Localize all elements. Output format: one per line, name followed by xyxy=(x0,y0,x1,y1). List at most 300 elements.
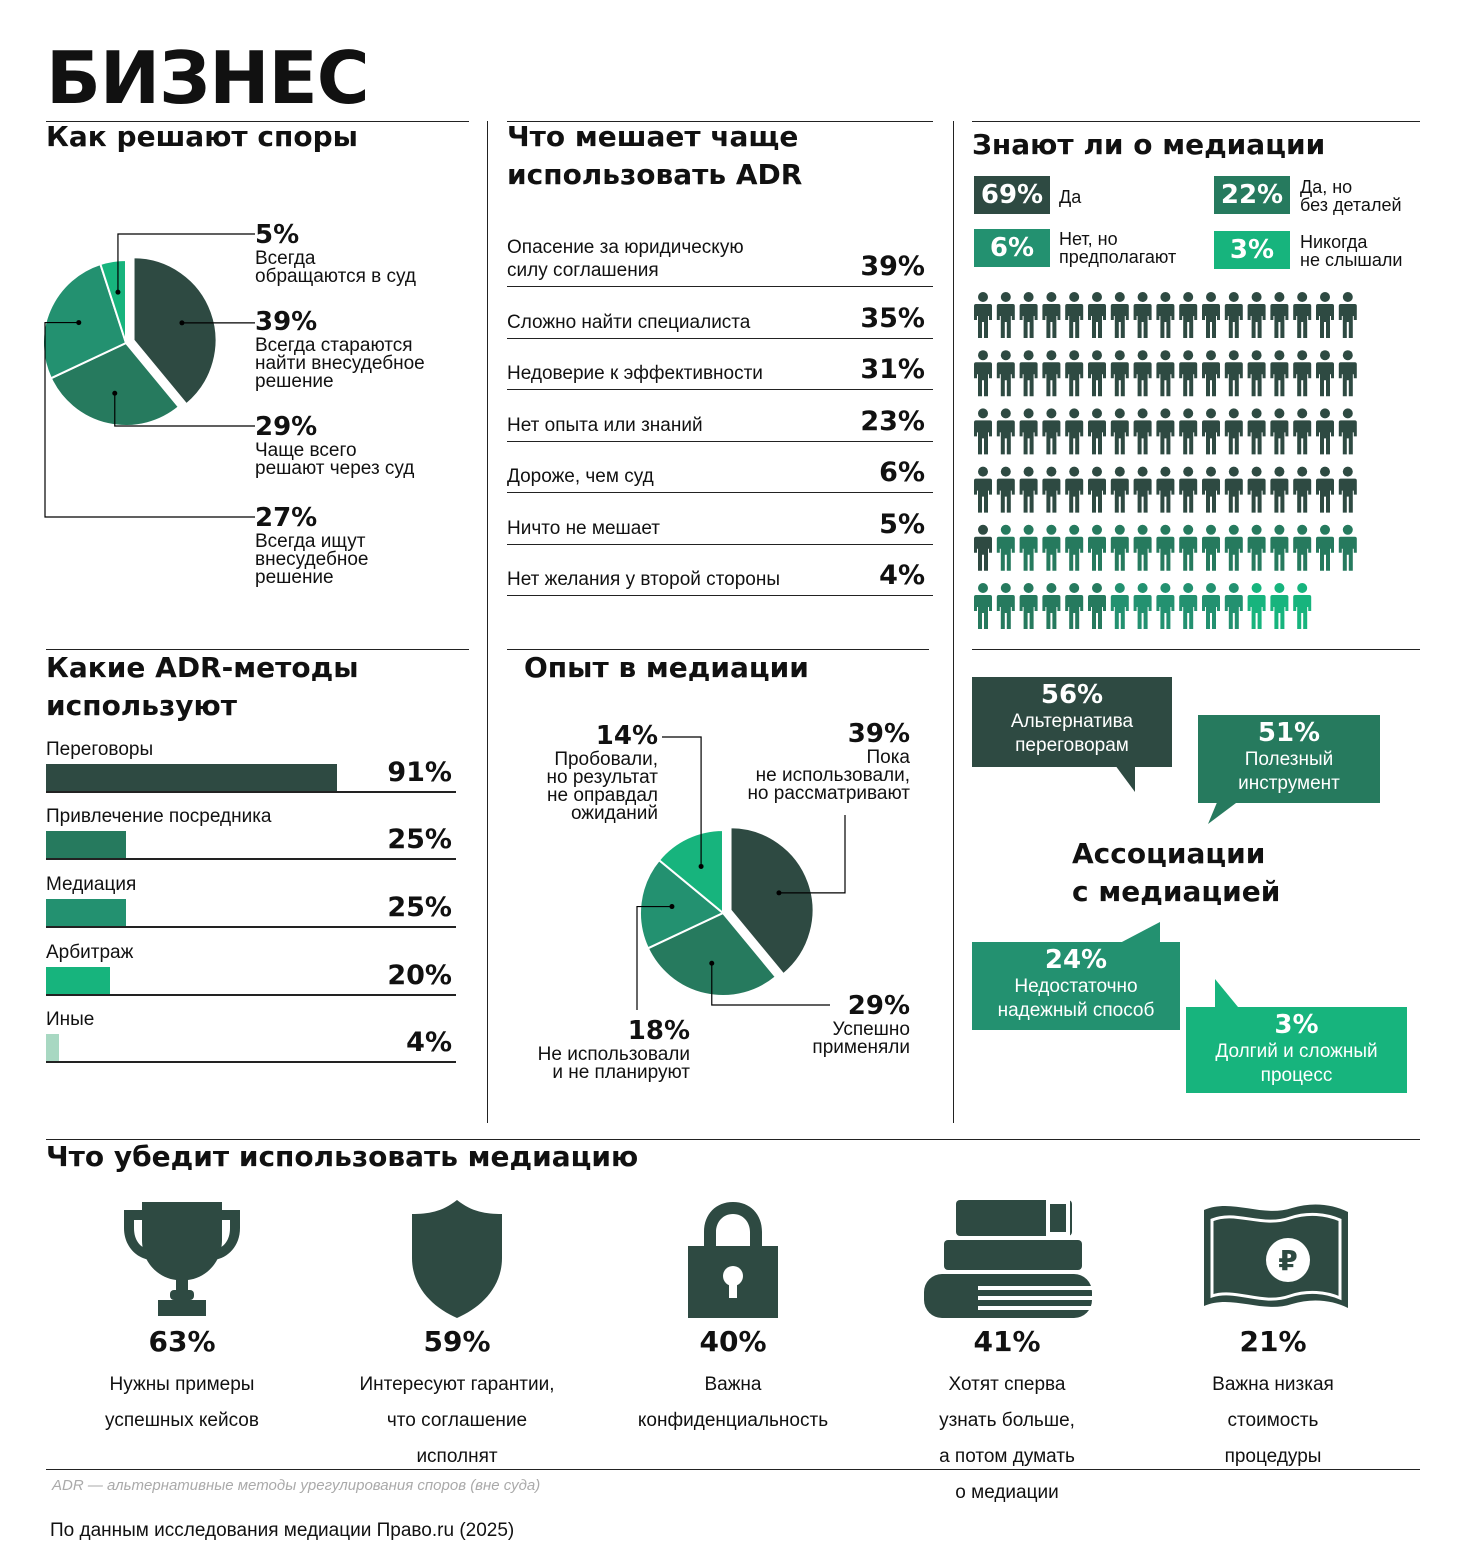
experience-text: применяли xyxy=(812,1037,910,1058)
person-icon xyxy=(1179,467,1197,513)
association-pct: 51% xyxy=(1257,718,1321,748)
obstacle-row xyxy=(507,390,933,442)
persuade-text: Хотят сперва xyxy=(948,1374,1066,1395)
disputes-label-0 xyxy=(255,220,416,286)
person-icon xyxy=(997,467,1015,513)
association-text: переговорам xyxy=(1015,735,1129,756)
person-body xyxy=(1065,304,1083,338)
disputes-text: Всегда ищут xyxy=(255,531,366,552)
person-icon xyxy=(1179,292,1197,338)
person-icon xyxy=(1339,525,1357,571)
person-head xyxy=(1183,525,1193,535)
person-head xyxy=(1001,525,1011,535)
person-head xyxy=(1206,408,1216,418)
association-pct: 3% xyxy=(1274,1010,1319,1040)
person-icon xyxy=(1202,408,1220,454)
know-label xyxy=(1300,233,1402,269)
disputes-label-3 xyxy=(255,503,368,587)
adr-value: 25% xyxy=(387,892,452,923)
persuade-text: исполнят xyxy=(416,1446,498,1467)
person-body xyxy=(1065,537,1083,571)
know-title: Знают ли о медиации xyxy=(972,128,1326,161)
obstacle-label xyxy=(507,517,837,540)
divider xyxy=(46,1469,1420,1470)
obstacle-label-line: Сложно найти специалиста xyxy=(507,312,751,333)
person-icon xyxy=(1088,583,1106,629)
person-body xyxy=(1202,420,1220,454)
person-body xyxy=(1339,362,1357,396)
person-head xyxy=(1206,292,1216,302)
adr-bar xyxy=(46,831,126,858)
obstacle-row xyxy=(507,441,933,493)
person-body xyxy=(1270,420,1288,454)
adr-bar xyxy=(46,1034,59,1061)
person-body xyxy=(1225,479,1243,513)
know-label-line: Да, но xyxy=(1300,177,1353,197)
person-head xyxy=(1206,525,1216,535)
disputes-text: Всегда стараются xyxy=(255,335,413,356)
persuade-pct: 40% xyxy=(699,1325,767,1358)
persuade-item xyxy=(603,1325,863,1430)
person-body xyxy=(1065,595,1083,629)
person-body xyxy=(974,420,992,454)
person-icon xyxy=(1111,525,1129,571)
person-icon xyxy=(1293,350,1311,396)
person-body xyxy=(1156,537,1174,571)
person-icon xyxy=(1134,292,1152,338)
person-body xyxy=(1111,304,1129,338)
person-body xyxy=(1293,362,1311,396)
person-icon xyxy=(1088,408,1106,454)
experience-text: Не использовали xyxy=(537,1044,690,1065)
persuade-text: Важна низкая xyxy=(1212,1374,1334,1395)
experience-label-1 xyxy=(740,991,910,1057)
disputes-text: Всегда xyxy=(255,248,316,269)
person-head xyxy=(1297,350,1307,360)
persuade-item xyxy=(877,1325,1137,1502)
obstacle-label xyxy=(507,465,837,488)
person-body xyxy=(1293,479,1311,513)
person-icon xyxy=(1179,525,1197,571)
obstacle-label xyxy=(507,236,837,282)
person-head xyxy=(1092,292,1102,302)
person-body xyxy=(1339,420,1357,454)
disputes-pct: 39% xyxy=(255,307,318,337)
person-head xyxy=(1229,408,1239,418)
person-head xyxy=(1046,467,1056,477)
person-body xyxy=(1065,420,1083,454)
page-title: БИЗНЕС xyxy=(46,36,369,120)
adr-title xyxy=(46,649,359,725)
person-body xyxy=(1088,304,1106,338)
person-head xyxy=(1229,525,1239,535)
person-icon xyxy=(1316,408,1334,454)
person-body xyxy=(1020,479,1038,513)
persuade-text: о медиации xyxy=(955,1482,1059,1503)
bubble-tail xyxy=(1208,800,1240,824)
person-head xyxy=(1252,583,1262,593)
adr-bar xyxy=(46,764,337,791)
person-head xyxy=(978,350,988,360)
adr-value: 20% xyxy=(387,960,452,991)
person-head xyxy=(1320,292,1330,302)
obstacle-label-line: Опасение за юридическую xyxy=(507,237,744,258)
person-body xyxy=(1225,362,1243,396)
know-pct-box: 3% xyxy=(1214,231,1290,269)
person-icon xyxy=(1042,467,1060,513)
person-icon xyxy=(1270,408,1288,454)
person-body xyxy=(997,537,1015,571)
person-head xyxy=(1001,583,1011,593)
person-icon xyxy=(1339,350,1357,396)
person-body xyxy=(1248,479,1266,513)
know-label-line: предполагают xyxy=(1059,247,1177,267)
experience-title: Опыт в медиации xyxy=(524,651,809,684)
obstacle-value: 4% xyxy=(879,560,925,591)
person-head xyxy=(1274,408,1284,418)
person-icon xyxy=(1248,525,1266,571)
know-label-line: Да xyxy=(1059,187,1082,207)
person-head xyxy=(1343,292,1353,302)
person-icon xyxy=(1156,525,1174,571)
adr-row xyxy=(46,739,456,807)
person-head xyxy=(1229,467,1239,477)
person-head xyxy=(1138,583,1148,593)
person-icon xyxy=(1156,583,1174,629)
person-head xyxy=(1001,350,1011,360)
person-head xyxy=(1001,408,1011,418)
person-head xyxy=(1274,525,1284,535)
person-icon xyxy=(1020,408,1038,454)
experience-text: не оправдал xyxy=(547,785,658,806)
person-head xyxy=(1092,350,1102,360)
disputes-pie-chart xyxy=(40,220,270,530)
person-head xyxy=(1320,467,1330,477)
person-head xyxy=(1092,467,1102,477)
person-icon xyxy=(1339,467,1357,513)
person-icon xyxy=(1270,583,1288,629)
person-body xyxy=(1270,537,1288,571)
experience-text: но результат xyxy=(546,767,658,788)
obstacle-value: 35% xyxy=(860,303,925,334)
person-body xyxy=(1248,420,1266,454)
person-head xyxy=(1024,583,1034,593)
persuade-item xyxy=(52,1325,312,1430)
person-body xyxy=(1111,537,1129,571)
person-body xyxy=(1316,537,1334,571)
experience-text: Успешно xyxy=(832,1019,910,1040)
person-head xyxy=(1160,583,1170,593)
association-text: процесс xyxy=(1260,1065,1333,1086)
person-head xyxy=(1274,350,1284,360)
person-head xyxy=(1320,525,1330,535)
disputes-pct: 5% xyxy=(255,220,300,250)
obstacle-row xyxy=(507,493,933,545)
disputes-label-2 xyxy=(255,412,414,478)
know-pct-box: 22% xyxy=(1214,176,1290,214)
person-body xyxy=(1134,362,1152,396)
person-head xyxy=(1252,408,1262,418)
obstacle-value: 5% xyxy=(879,509,925,540)
person-body xyxy=(1020,595,1038,629)
person-icon xyxy=(974,467,992,513)
divider xyxy=(487,121,488,1123)
person-head xyxy=(1069,292,1079,302)
person-body xyxy=(997,304,1015,338)
person-head xyxy=(1183,292,1193,302)
person-icon xyxy=(1134,525,1152,571)
person-icon xyxy=(974,408,992,454)
person-head xyxy=(1274,467,1284,477)
person-head xyxy=(1343,350,1353,360)
person-body xyxy=(1248,595,1266,629)
person-body xyxy=(1134,537,1152,571)
obstacle-label xyxy=(507,362,837,385)
person-body xyxy=(1202,537,1220,571)
person-body xyxy=(1065,479,1083,513)
person-icon xyxy=(1088,525,1106,571)
obstacle-label-line: Недоверие к эффективности xyxy=(507,363,763,384)
experience-text: ожиданий xyxy=(570,803,658,824)
person-body xyxy=(1225,304,1243,338)
person-body xyxy=(1156,362,1174,396)
person-body xyxy=(1179,537,1197,571)
divider xyxy=(972,121,1420,122)
person-icon xyxy=(974,583,992,629)
association-text: Альтернатива xyxy=(1010,711,1134,732)
person-head xyxy=(1320,408,1330,418)
person-icon xyxy=(1225,292,1243,338)
person-body xyxy=(997,362,1015,396)
obstacle-label-line: силу соглашения xyxy=(507,260,659,281)
persuade-pct: 59% xyxy=(423,1325,491,1358)
know-label-line: без деталей xyxy=(1300,195,1402,215)
adr-value: 25% xyxy=(387,824,452,855)
disputes-text: Чаще всего xyxy=(255,440,357,461)
person-body xyxy=(1316,362,1334,396)
person-head xyxy=(1069,583,1079,593)
person-icon xyxy=(974,292,992,338)
person-icon xyxy=(1065,525,1083,571)
lock-icon xyxy=(686,1198,780,1320)
person-head xyxy=(1046,408,1056,418)
person-icon xyxy=(1020,525,1038,571)
person-body xyxy=(1179,479,1197,513)
person-body xyxy=(1339,537,1357,571)
person-icon xyxy=(1020,292,1038,338)
person-icon xyxy=(1202,467,1220,513)
person-body xyxy=(1111,595,1129,629)
person-body xyxy=(1020,420,1038,454)
persuade-text: стоимость xyxy=(1227,1410,1319,1431)
associations-title-line: с медиацией xyxy=(1072,875,1281,908)
person-head xyxy=(1024,350,1034,360)
person-body xyxy=(1111,479,1129,513)
obstacle-value: 23% xyxy=(860,406,925,437)
person-icon xyxy=(1042,350,1060,396)
person-body xyxy=(997,595,1015,629)
person-icon xyxy=(1065,408,1083,454)
person-body xyxy=(1225,537,1243,571)
person-icon xyxy=(1248,350,1266,396)
person-icon xyxy=(1134,350,1152,396)
obstacle-label-line: Ничто не мешает xyxy=(507,518,660,539)
adr-baseline xyxy=(46,858,456,860)
person-icon xyxy=(1088,292,1106,338)
experience-text: и не планируют xyxy=(552,1062,690,1083)
adr-row xyxy=(46,942,456,1010)
person-icon xyxy=(1293,292,1311,338)
books-icon xyxy=(922,1198,1094,1320)
persuade-text: Важна xyxy=(704,1374,762,1395)
person-body xyxy=(1202,595,1220,629)
person-icon xyxy=(1042,525,1060,571)
adr-bar xyxy=(46,967,110,994)
person-icon xyxy=(1202,350,1220,396)
person-body xyxy=(1065,362,1083,396)
person-body xyxy=(997,479,1015,513)
person-head xyxy=(1160,350,1170,360)
person-head xyxy=(1229,350,1239,360)
person-head xyxy=(1274,583,1284,593)
person-head xyxy=(1229,583,1239,593)
person-icon xyxy=(1020,350,1038,396)
person-body xyxy=(974,595,992,629)
experience-text: но рассматривают xyxy=(747,783,910,804)
obstacle-label-line: Дороже, чем суд xyxy=(507,466,654,487)
association-pct: 56% xyxy=(1040,680,1104,710)
person-head xyxy=(1297,467,1307,477)
person-icon xyxy=(1156,292,1174,338)
person-head xyxy=(1115,467,1125,477)
person-body xyxy=(1248,537,1266,571)
person-body xyxy=(1042,595,1060,629)
person-icon xyxy=(1065,350,1083,396)
person-head xyxy=(1138,350,1148,360)
person-head xyxy=(1092,525,1102,535)
person-icon xyxy=(1042,408,1060,454)
know-label xyxy=(1059,230,1176,266)
person-head xyxy=(1183,350,1193,360)
person-head xyxy=(1297,292,1307,302)
association-bubble xyxy=(1186,1007,1407,1093)
obstacle-value: 31% xyxy=(860,354,925,385)
person-body xyxy=(1088,595,1106,629)
shield-icon xyxy=(410,1198,504,1320)
person-body xyxy=(1134,304,1152,338)
adr-value: 91% xyxy=(387,757,452,788)
know-pct-box: 6% xyxy=(974,229,1050,267)
person-head xyxy=(1206,583,1216,593)
experience-pct: 18% xyxy=(627,1016,690,1046)
person-icon xyxy=(1316,467,1334,513)
person-icon xyxy=(1156,408,1174,454)
persuade-text: Интересуют гарантии, xyxy=(359,1374,555,1395)
person-body xyxy=(1316,304,1334,338)
disputes-text: решение xyxy=(255,371,334,392)
persuade-title: Что убедит использовать медиацию xyxy=(46,1140,639,1173)
person-head xyxy=(1183,467,1193,477)
persuade-item xyxy=(1143,1325,1403,1466)
person-body xyxy=(1042,304,1060,338)
person-head xyxy=(1252,350,1262,360)
person-body xyxy=(1293,304,1311,338)
person-icon xyxy=(1020,467,1038,513)
associations-title xyxy=(1072,835,1280,911)
experience-label-2 xyxy=(500,1016,690,1082)
person-body xyxy=(1202,362,1220,396)
obstacle-label-line: Нет желания у второй стороны xyxy=(507,569,780,590)
person-body xyxy=(1042,420,1060,454)
person-head xyxy=(1274,292,1284,302)
person-body xyxy=(1316,479,1334,513)
disputes-text: обращаются в суд xyxy=(255,266,416,287)
person-body xyxy=(1339,479,1357,513)
person-head xyxy=(1138,408,1148,418)
persuade-text: процедуры xyxy=(1224,1446,1322,1467)
person-body xyxy=(1270,479,1288,513)
disputes-pct: 29% xyxy=(255,412,318,442)
person-head xyxy=(1252,292,1262,302)
person-icon xyxy=(1270,525,1288,571)
disputes-text: найти внесудебное xyxy=(255,353,425,374)
know-label-line: Нет, но xyxy=(1059,229,1118,249)
disputes-text: внесудебное xyxy=(255,549,369,570)
adr-label: Медиация xyxy=(46,874,137,895)
person-body xyxy=(1088,420,1106,454)
person-icon xyxy=(1111,467,1129,513)
person-body xyxy=(1134,595,1152,629)
person-icon xyxy=(974,525,992,571)
adr-baseline xyxy=(46,926,456,928)
obstacle-value: 39% xyxy=(860,251,925,282)
experience-pct: 39% xyxy=(847,719,910,749)
person-icon xyxy=(1134,408,1152,454)
person-icon xyxy=(997,408,1015,454)
person-icon xyxy=(1293,408,1311,454)
person-icon xyxy=(1225,467,1243,513)
obstacle-row xyxy=(507,235,933,287)
person-icon xyxy=(1111,583,1129,629)
person-head xyxy=(1115,583,1125,593)
person-icon xyxy=(1042,292,1060,338)
person-body xyxy=(974,479,992,513)
association-text: Полезный xyxy=(1244,749,1334,770)
person-icon xyxy=(1020,583,1038,629)
person-icon xyxy=(1042,583,1060,629)
adr-title-line: Какие ADR-методы xyxy=(46,651,359,684)
disputes-text: решение xyxy=(255,567,334,588)
person-icon xyxy=(1248,408,1266,454)
person-head xyxy=(1024,292,1034,302)
person-body xyxy=(1042,362,1060,396)
person-body xyxy=(1316,420,1334,454)
person-icon xyxy=(1248,467,1266,513)
person-icon xyxy=(1316,292,1334,338)
person-head xyxy=(1160,408,1170,418)
person-icon xyxy=(1202,583,1220,629)
person-head xyxy=(1115,350,1125,360)
person-head xyxy=(1206,467,1216,477)
persuade-pct: 63% xyxy=(148,1325,216,1358)
persuade-text: узнать больше, xyxy=(939,1410,1075,1431)
person-icon xyxy=(1134,467,1152,513)
obstacle-row xyxy=(507,338,933,390)
person-head xyxy=(1024,467,1034,477)
adr-row xyxy=(46,874,456,942)
person-icon xyxy=(1111,350,1129,396)
person-body xyxy=(1179,362,1197,396)
